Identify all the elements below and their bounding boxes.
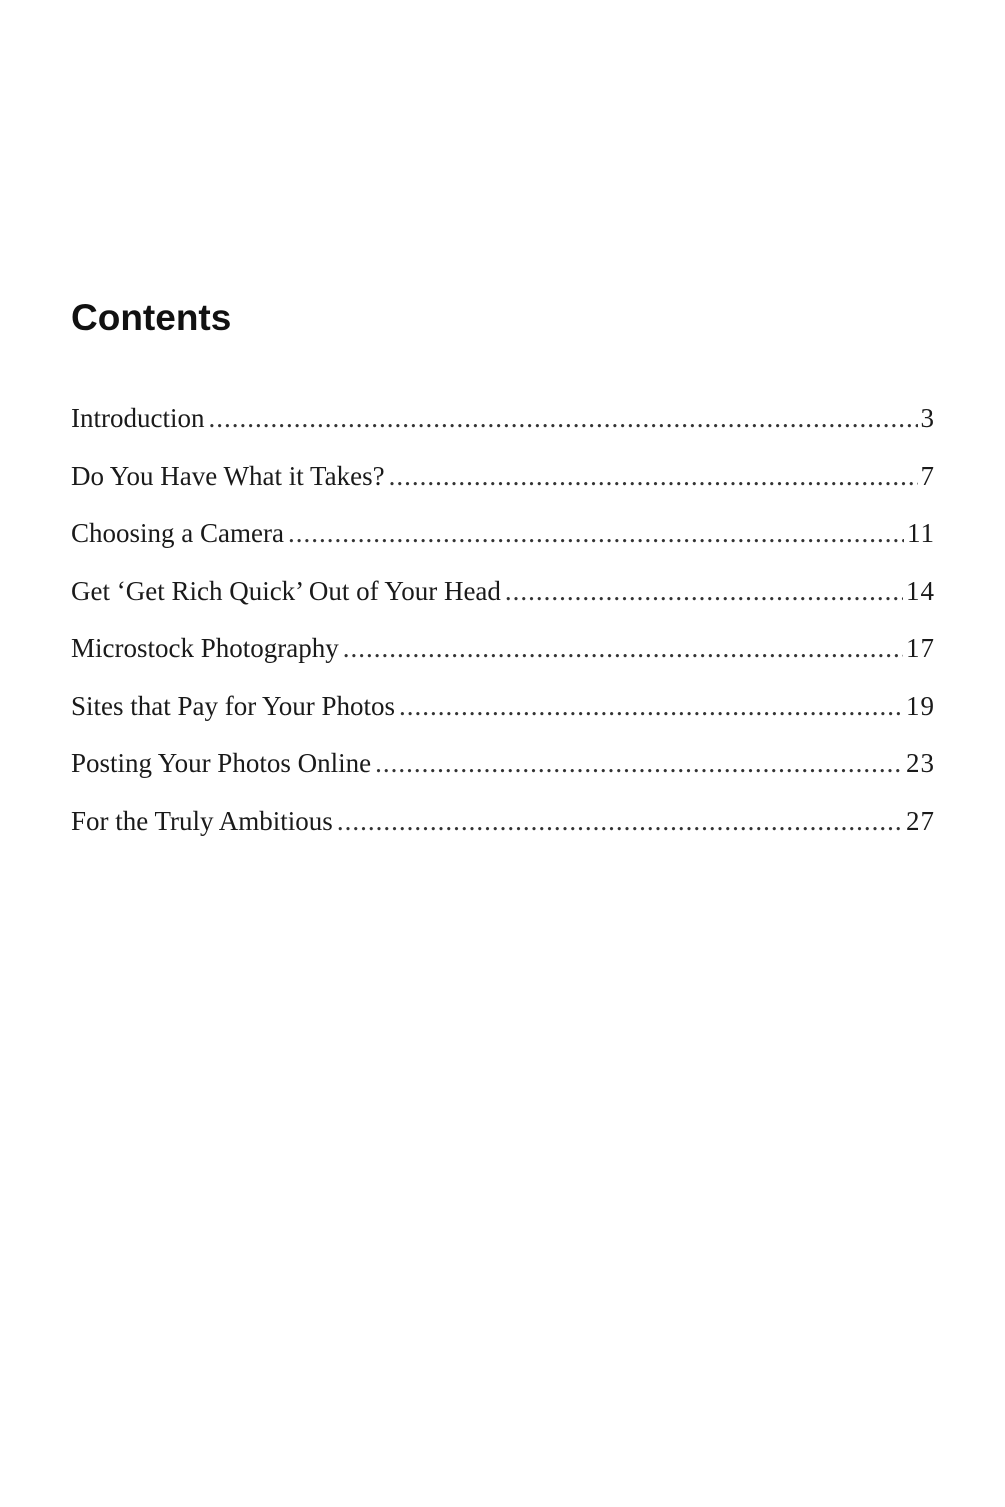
toc-entry-title: Sites that Pay for Your Photos [71, 690, 396, 721]
toc-dot-leader [399, 684, 903, 728]
toc-dot-leader [208, 396, 917, 440]
toc-entry-title: Get ‘Get Rich Quick’ Out of Your Head [71, 575, 501, 606]
toc-entry-title: Microstock Photography [71, 633, 339, 663]
toc-entry-page-number: 11 [907, 518, 935, 548]
toc-entry [71, 741, 935, 799]
toc-dot-leader [343, 626, 903, 670]
toc-entry-title: For the Truly Ambitious [71, 805, 333, 836]
toc-entry-page-number: 7 [920, 460, 935, 491]
toc-entry-page-number: 3 [920, 403, 935, 433]
toc-entry-title: Posting Your Photos Online [71, 748, 372, 778]
toc-entry-page-number: 14 [906, 575, 935, 606]
toc-entry-title: Choosing a Camera [71, 518, 284, 548]
toc-entry [71, 626, 935, 684]
toc-dot-leader [288, 511, 904, 555]
toc-dot-leader [505, 569, 903, 613]
toc-entry [71, 511, 935, 569]
toc-entry-page-number: 19 [906, 690, 935, 721]
toc-entry [71, 396, 935, 454]
toc-dot-leader [375, 741, 903, 785]
toc-entry-page-number: 23 [906, 748, 935, 778]
toc-entry [71, 684, 935, 742]
toc-entry-title: Do You Have What it Takes? [71, 460, 385, 491]
toc-dot-leader [337, 799, 903, 843]
page-title: Contents [71, 297, 232, 338]
toc-entry-title: Introduction [71, 403, 205, 433]
toc-entry [71, 799, 935, 857]
toc-entry-page-number: 27 [906, 805, 935, 836]
toc-entry [71, 454, 935, 512]
toc-entry [71, 569, 935, 627]
toc-entry-page-number: 17 [906, 633, 935, 663]
table-of-contents [71, 396, 935, 856]
toc-dot-leader [389, 454, 918, 498]
